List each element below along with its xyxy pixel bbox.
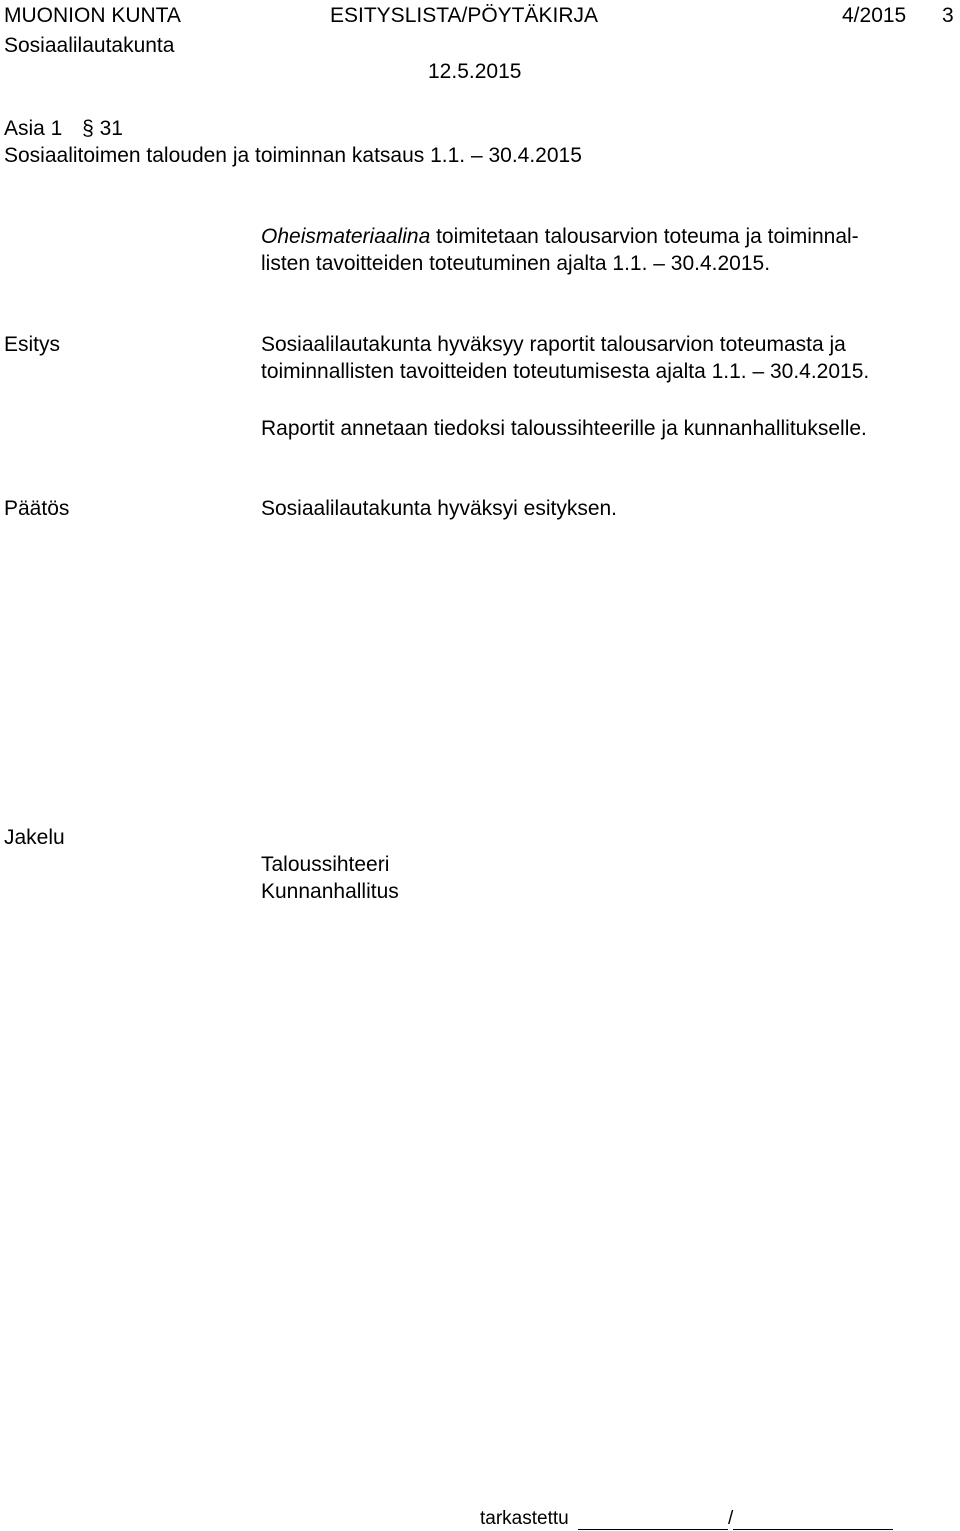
distribution-recipient: Kunnanhallitus [261,880,399,903]
decision-text: Sosiaalilautakunta hyväksyi esityksen. [261,497,618,520]
distribution-recipient: Taloussihteeri [261,853,390,876]
decision-label: Päätös [4,497,70,520]
intro-line1: toimitetaan talousarvion toteuma ja toiminnal- [430,225,859,248]
signature-separator: / [728,1508,734,1529]
item-title: Sosiaalitoimen talouden ja toiminnan katsaus 1.1. – 30.4.2015 [4,144,582,167]
proposal-paragraph [261,331,951,385]
page-number: 3 [942,4,954,27]
distribution-list [261,851,951,905]
proposal-line2: toiminnallisten tavoitteiden toteutumisesta ajalta 1.1. – 30.4.2015. [261,360,870,383]
section-number: 31 [99,117,123,140]
board-name: Sosiaalilautakunta [4,34,175,57]
intro-line2: listen tavoitteiden toteutuminen ajalta 1.1. – 30.4.2015. [261,252,771,275]
agenda-item-heading [4,115,123,142]
checked-label: tarkastettu [480,1508,569,1529]
signature-blank-1 [578,1509,728,1530]
document-type: ESITYSLISTA/PÖYTÄKIRJA [330,4,599,27]
meeting-date: 12.5.2015 [428,60,522,83]
municipality-name: MUONION KUNTA [4,4,181,27]
proposal-label: Esitys [4,333,61,356]
intro-paragraph [261,223,951,277]
signature-blank-2 [733,1509,893,1530]
meeting-number: 4/2015 [842,4,907,27]
section-symbol: § [82,117,94,140]
proposal-line1: Sosiaalilautakunta hyväksyy raportit talousarvion toteumasta ja [261,333,846,356]
intro-italic-lead: Oheismateriaalina [261,225,431,248]
checked-signature-line [480,1508,893,1530]
distribution-label: Jakelu [4,826,65,849]
proposal-paragraph2: Raportit annetaan tiedoksi taloussihteerille ja kunnanhallitukselle. [261,417,867,440]
agenda-item-number: Asia 1 [4,117,63,140]
